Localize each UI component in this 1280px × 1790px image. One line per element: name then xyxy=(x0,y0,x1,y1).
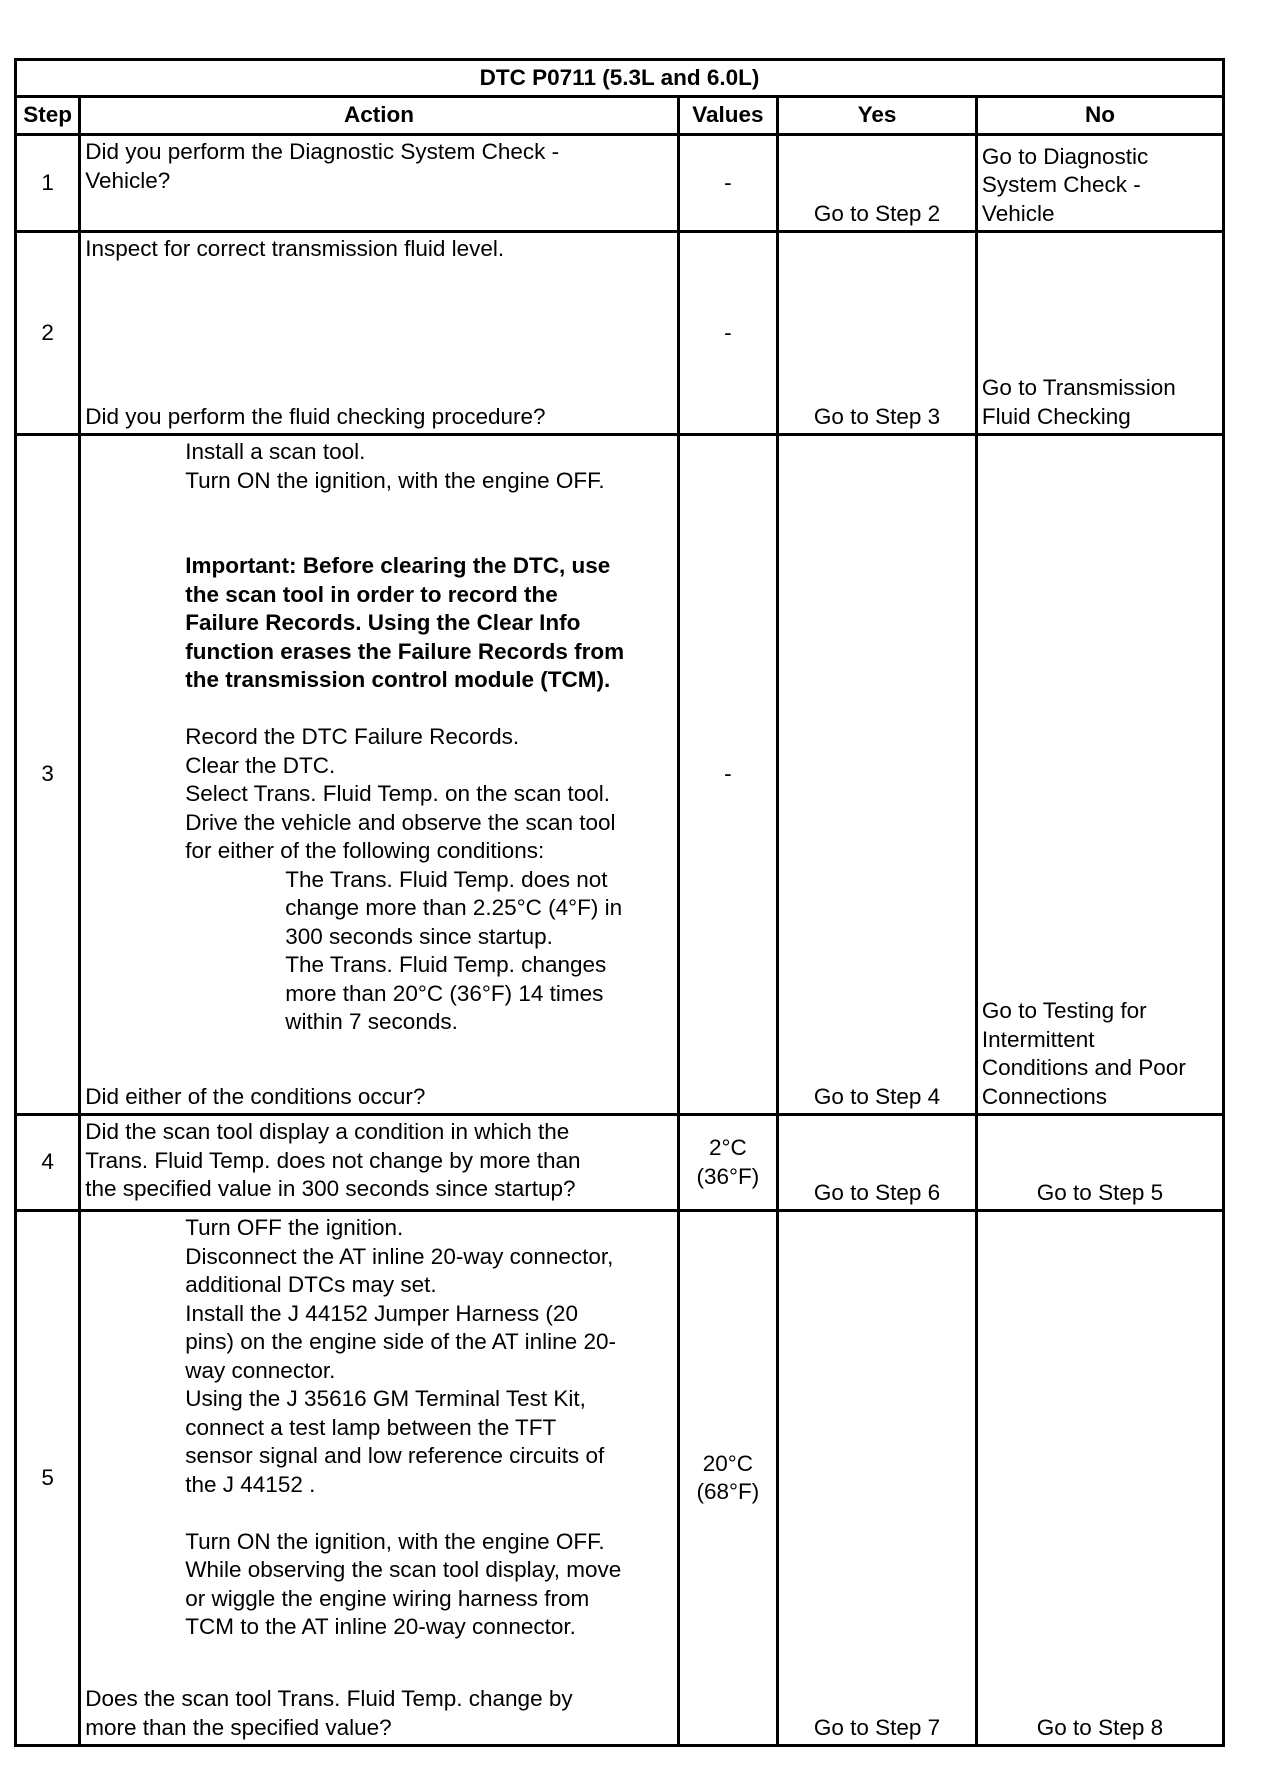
values-cell: - xyxy=(678,232,777,435)
values-cell: - xyxy=(678,435,777,1115)
table-row xyxy=(16,232,1224,435)
table-row xyxy=(16,1115,1224,1211)
action-text: Vehicle? xyxy=(85,167,171,193)
important-note: the transmission control module (TCM). xyxy=(185,667,611,692)
table-row xyxy=(16,1211,1224,1746)
step-number: 5 xyxy=(16,1211,80,1746)
action-item: additional DTCs may set. xyxy=(185,1272,437,1297)
action-item: Install the J 44152 Jumper Harness (20 xyxy=(185,1300,578,1326)
no-link[interactable]: Go to Step 5 xyxy=(976,1115,1223,1211)
values-cell xyxy=(678,1115,777,1211)
action-item: Clear the DTC. xyxy=(185,752,336,778)
step-number: 2 xyxy=(16,232,80,435)
no-link[interactable] xyxy=(976,435,1223,1115)
yes-link[interactable]: Go to Step 2 xyxy=(778,135,977,232)
action-question: Did either of the conditions occur? xyxy=(85,1083,426,1109)
action-item: While observing the scan tool display, move xyxy=(185,1557,622,1582)
important-note: Important: Before clearing the DTC, use xyxy=(185,553,611,578)
condition-item: within 7 seconds. xyxy=(285,1009,458,1034)
no-text: Vehicle xyxy=(981,200,1055,226)
step-number: 4 xyxy=(16,1115,80,1211)
action-text: Did the scan tool display a condition in which the xyxy=(85,1119,570,1144)
spacer xyxy=(85,524,672,553)
header-action: Action xyxy=(80,97,678,135)
yes-link[interactable]: Go to Step 4 xyxy=(778,435,977,1115)
action-item: or wiggle the engine wiring harness from xyxy=(185,1585,590,1611)
value-celsius: 2°C xyxy=(709,1135,747,1160)
action-cell xyxy=(80,1115,678,1211)
no-link[interactable] xyxy=(976,232,1223,435)
question-line: more than the specified value? xyxy=(85,1714,392,1740)
action-item: the J 44152 . xyxy=(185,1471,316,1497)
no-text: Go to Testing for xyxy=(981,998,1147,1023)
spacer xyxy=(85,695,672,724)
table-row xyxy=(16,435,1224,1115)
action-item: Using the J 35616 GM Terminal Test Kit, xyxy=(185,1386,586,1411)
action-cell xyxy=(80,232,678,435)
no-text: System Check - xyxy=(981,172,1141,197)
action-text: Trans. Fluid Temp. does not change by more than xyxy=(85,1147,581,1173)
header-no: No xyxy=(976,97,1223,135)
action-text: Inspect for correct transmission fluid level. xyxy=(85,236,505,261)
important-note: the scan tool in order to record the xyxy=(185,581,558,607)
action-item: TCM to the AT inline 20-way connector. xyxy=(185,1614,576,1639)
value-celsius: 20°C xyxy=(702,1450,754,1476)
condition-item: change more than 2.25°C (4°F) in xyxy=(285,895,623,920)
action-item: Select Trans. Fluid Temp. on the scan tool. xyxy=(185,781,611,806)
action-item: Turn ON the ignition, with the engine OFF. xyxy=(185,1528,605,1554)
action-item: Record the DTC Failure Records. xyxy=(185,724,520,749)
value-fahrenheit: (68°F) xyxy=(696,1479,760,1504)
action-text: Did you perform the Diagnostic System Check - xyxy=(85,139,560,164)
action-item: Disconnect the AT inline 20-way connector, xyxy=(185,1243,614,1269)
header-values: Values xyxy=(678,97,777,135)
action-item: Turn OFF the ignition. xyxy=(185,1215,404,1240)
step-number: 1 xyxy=(16,135,80,232)
condition-item: The Trans. Fluid Temp. does not xyxy=(285,866,608,892)
no-text: Go to Diagnostic xyxy=(981,143,1149,169)
table-title: DTC P0711 (5.3L and 6.0L) xyxy=(16,60,1224,97)
no-text: Connections xyxy=(981,1083,1108,1109)
no-text: Intermittent xyxy=(981,1026,1095,1052)
no-text: Fluid Checking xyxy=(981,403,1131,429)
yes-link[interactable]: Go to Step 7 xyxy=(778,1211,977,1746)
spacer xyxy=(85,1499,672,1528)
yes-link[interactable]: Go to Step 3 xyxy=(778,232,977,435)
no-link[interactable]: Go to Step 8 xyxy=(976,1211,1223,1746)
action-cell xyxy=(80,1211,678,1746)
action-text: the specified value in 300 seconds since startup? xyxy=(85,1176,576,1201)
condition-item: 300 seconds since startup. xyxy=(285,923,553,949)
step-number: 3 xyxy=(16,435,80,1115)
value-fahrenheit: (36°F) xyxy=(696,1163,760,1189)
action-item: pins) on the engine side of the AT inline 20- xyxy=(185,1329,616,1354)
important-note: function erases the Failure Records from xyxy=(185,638,625,664)
dtc-diagnostic-table xyxy=(14,58,1225,1747)
spacer xyxy=(85,495,672,524)
table-row xyxy=(16,135,1224,232)
question-line: Does the scan tool Trans. Fluid Temp. change by xyxy=(85,1686,573,1711)
values-cell xyxy=(678,1211,777,1746)
header-yes: Yes xyxy=(778,97,977,135)
values-cell: - xyxy=(678,135,777,232)
no-text: Conditions and Poor xyxy=(981,1055,1186,1080)
action-item: Install a scan tool. xyxy=(185,439,366,464)
action-cell xyxy=(80,135,678,232)
action-item: connect a test lamp between the TFT xyxy=(185,1414,557,1440)
condition-item: more than 20°C (36°F) 14 times xyxy=(285,980,604,1006)
action-cell xyxy=(80,435,678,1115)
condition-item: The Trans. Fluid Temp. changes xyxy=(285,952,607,977)
action-question: Did you perform the fluid checking procedure? xyxy=(85,403,546,429)
header-step: Step xyxy=(16,97,80,135)
yes-link[interactable]: Go to Step 6 xyxy=(778,1115,977,1211)
action-item: Turn ON the ignition, with the engine OFF. xyxy=(185,467,605,493)
action-item: Drive the vehicle and observe the scan tool xyxy=(185,809,616,835)
action-item: for either of the following conditions: xyxy=(185,838,545,863)
action-item: sensor signal and low reference circuits of xyxy=(185,1443,605,1468)
no-text: Go to Transmission xyxy=(981,375,1176,400)
action-item: way connector. xyxy=(185,1357,336,1383)
action-question xyxy=(85,1685,572,1742)
important-note: Failure Records. Using the Clear Info xyxy=(185,610,581,635)
no-link[interactable] xyxy=(976,135,1223,232)
